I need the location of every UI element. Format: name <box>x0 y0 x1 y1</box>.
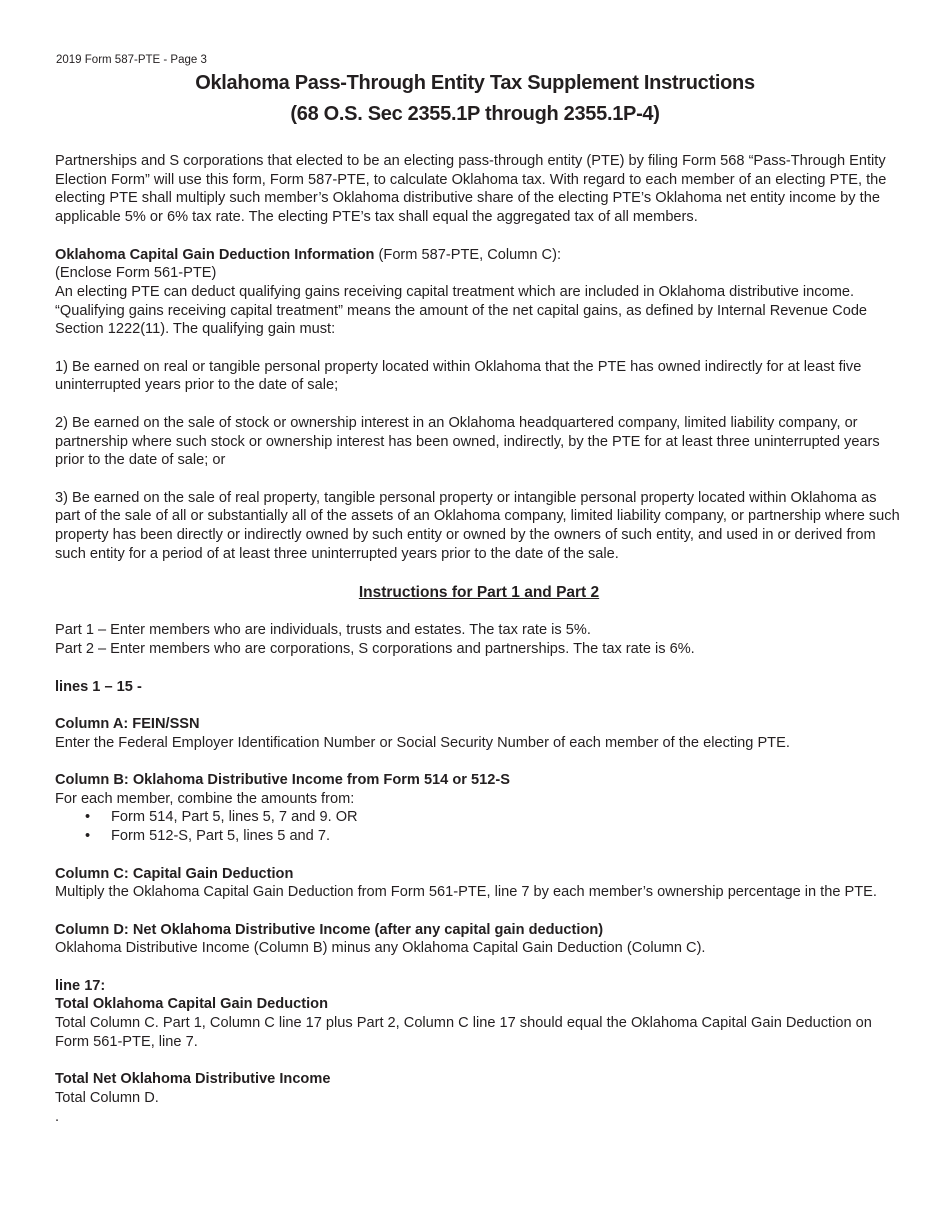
part1-text: Part 1 – Enter members who are individuals, trusts and estates. The tax rate is 5%. <box>55 622 591 639</box>
column-c-text: Multiply the Oklahoma Capital Gain Deduction from Form 561-PTE, line 7 by each member’s ownership percentage in the PTE. <box>55 884 877 901</box>
capital-gain-heading: Oklahoma Capital Gain Deduction Information <box>55 246 375 263</box>
page-label: 2019 Form 587-PTE - Page 3 <box>56 54 207 66</box>
trailing-mark: . <box>55 1108 60 1125</box>
total-capital-gain-text: Total Column C. Part 1, Column C line 17 plus Part 2, Column C line 17 should equal the Oklahoma Capital Gain Deduction on Form 561-PTE, line 7. <box>55 1015 872 1050</box>
total-net-text: Total Column D. <box>55 1089 159 1106</box>
list-item: • Form 514, Part 5, lines 5, 7 and 9. OR <box>55 808 903 827</box>
list-item: • Form 512-S, Part 5, lines 5 and 7. <box>55 827 903 846</box>
column-a-text: Enter the Federal Employer Identification Number or Social Security Number of each member of the electing PTE. <box>55 734 790 751</box>
column-b-list <box>55 808 903 845</box>
lines-heading: lines 1 – 15 - <box>55 678 142 695</box>
enclose-note: (Enclose Form 561-PTE) <box>55 265 217 282</box>
capital-gain-heading-suffix: (Form 587-PTE, Column C): <box>374 246 561 263</box>
column-b-heading: Column B: Oklahoma Distributive Income from Form 514 or 512-S <box>55 772 510 789</box>
total-capital-gain-heading: Total Oklahoma Capital Gain Deduction <box>55 996 328 1013</box>
page-title: Oklahoma Pass-Through Entity Tax Supplement Instructions <box>195 72 755 94</box>
line-17-heading: line 17: <box>55 977 106 994</box>
page-subtitle: (68 O.S. Sec 2355.1P through 2355.1P-4) <box>290 103 660 125</box>
column-c-heading: Column C: Capital Gain Deduction <box>55 865 294 882</box>
instructions-heading: Instructions for Part 1 and Part 2 <box>358 584 600 602</box>
part2-text: Part 2 – Enter members who are corporations, S corporations and partnerships. The tax rate is 6%. <box>55 641 695 658</box>
document-body <box>55 152 903 1126</box>
qualifying-item-2: 2) Be earned on the sale of stock or ownership interest in an Oklahoma headquartered company, limited liability company, or partnership where such stock or ownership interest has been owned, indirectly, by the PTE for at least three uninterrupted years prior to the date of sale; or <box>55 414 880 469</box>
column-d-text: Oklahoma Distributive Income (Column B) minus any Oklahoma Capital Gain Deduction (Column C). <box>55 940 706 957</box>
column-b-text: For each member, combine the amounts from: <box>55 790 355 807</box>
capital-gain-description: An electing PTE can deduct qualifying gains receiving capital treatment which are included in Oklahoma distributive income. “Qualifying gains receiving capital treatment” means the amount of the net capital gains, as defined by Internal Revenue Code Section 1222(11). The qualifying gain must: <box>55 283 868 338</box>
column-d-heading: Column D: Net Oklahoma Distributive Income (after any capital gain deduction) <box>55 921 604 938</box>
intro-paragraph: Partnerships and S corporations that elected to be an electing pass-through entity (PTE) by filing Form 568 “Pass-Through Entity Election Form” will use this form, Form 587-PTE, to calculate Oklahoma tax. With regard to each member of an electing PTE, the electing PTE shall multiply such member’s Oklahoma distributive share of the electing PTE’s Oklahoma net entity income by the applicable 5% or 6% tax rate. The electing PTE’s tax shall equal the aggregated tax of all members. <box>55 153 887 226</box>
total-net-heading: Total Net Oklahoma Distributive Income <box>55 1071 331 1088</box>
capital-gain-heading-line <box>55 246 903 265</box>
qualifying-item-1: 1) Be earned on real or tangible personal property located within Oklahoma that the PTE has owned indirectly for at least five uninterrupted years prior to the date of sale; <box>55 358 862 394</box>
column-a-heading: Column A: FEIN/SSN <box>55 715 200 732</box>
qualifying-item-3: 3) Be earned on the sale of real property, tangible personal property or intangible personal property located within Oklahoma as part of the sale of all or substantially all of the assets of an Oklahoma company, limited liability company, or partnership where such property has been directly or indirectly owned by such entity or owned by the owners of such entity, and used in or derived from such entity for a period of at least three uninterrupted years prior to the date of the sale. <box>55 489 900 562</box>
